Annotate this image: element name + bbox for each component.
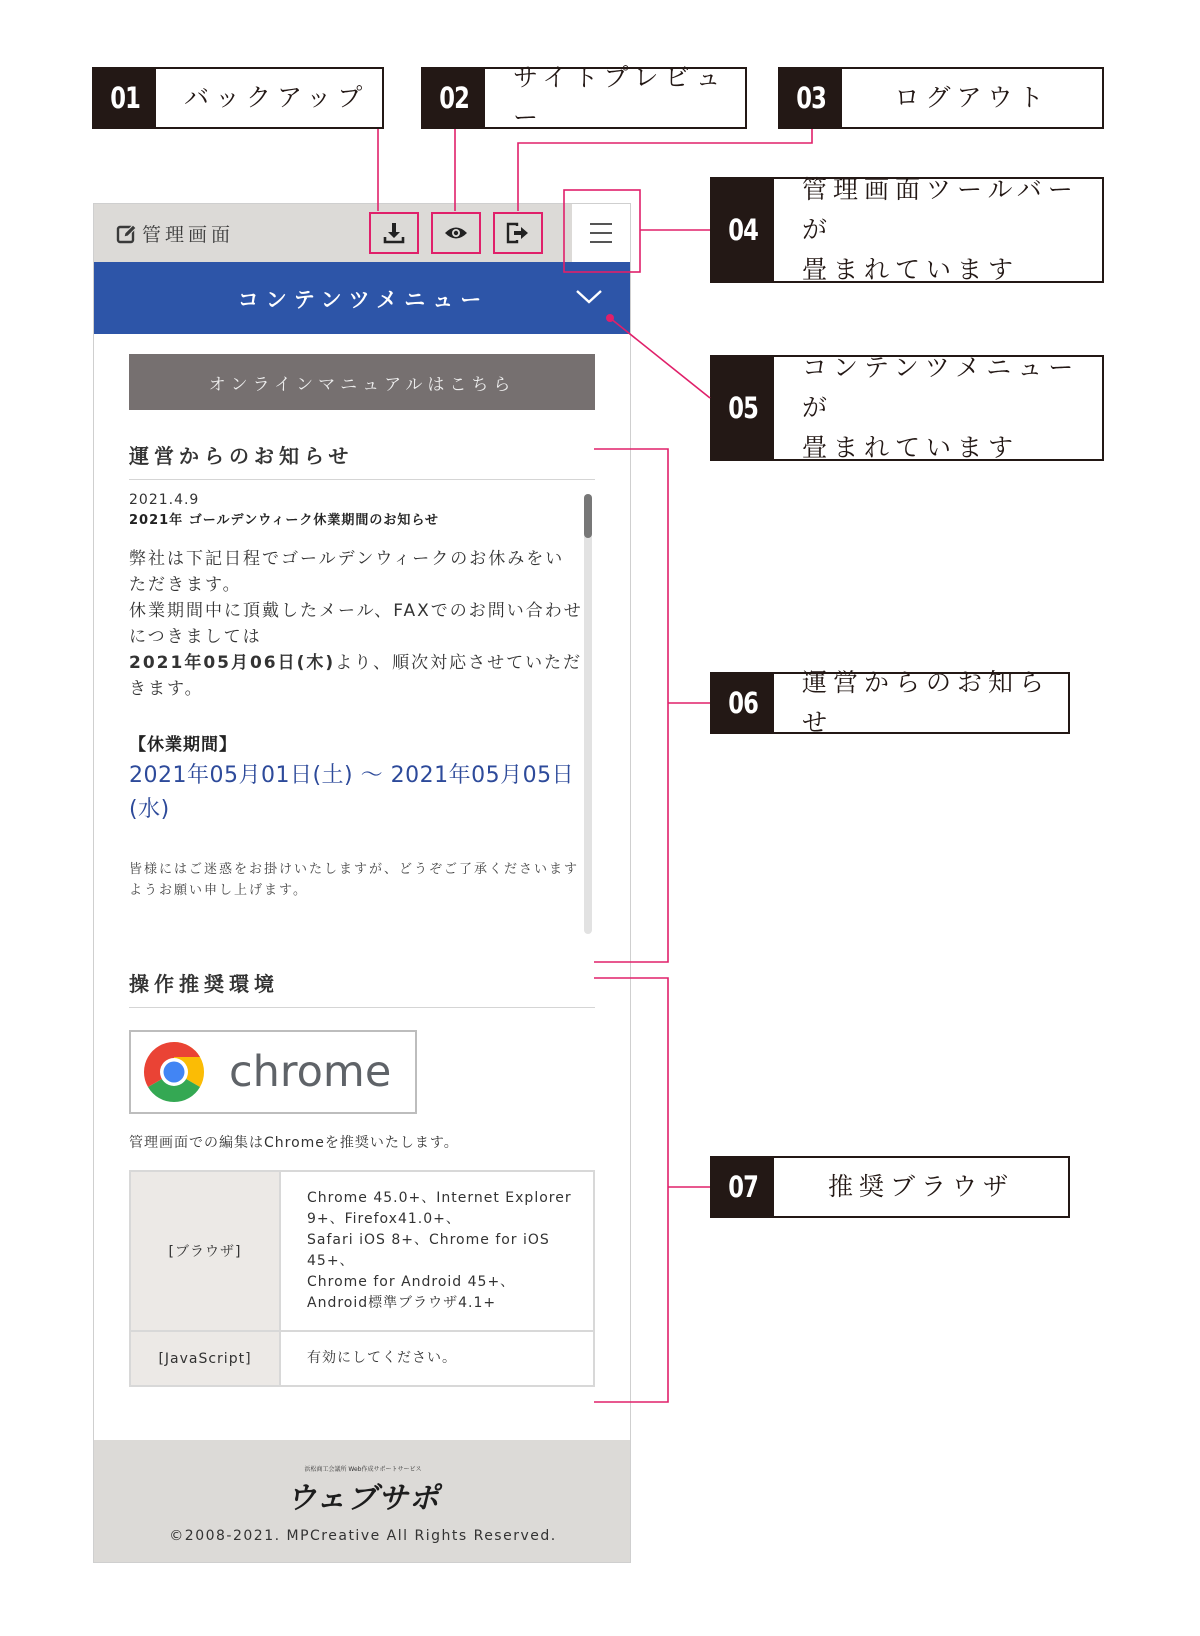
env-line: 9+、Firefox41.0+、 [307, 1211, 461, 1227]
news-body [129, 546, 583, 702]
callout-line-1: 管理画面ツールバーが [802, 175, 1079, 244]
env-line: Android標準ブラウザ4.1+ [307, 1295, 497, 1311]
env-value [280, 1171, 594, 1331]
logout-button[interactable] [493, 212, 543, 254]
admin-toolbar [94, 204, 631, 262]
holiday-range: 2021年05月01日(土) 〜 2021年05月05日(水) [129, 763, 575, 822]
download-icon [382, 221, 406, 245]
callout-number: 02 [423, 69, 485, 127]
env-line: Chrome for Android 45+、 [307, 1274, 516, 1290]
admin-title[interactable] [116, 220, 234, 247]
logout-icon [506, 222, 530, 244]
chrome-note: 管理画面での編集はChromeを推奨いたします。 [129, 1135, 459, 1151]
callout-number: 05 [712, 357, 774, 459]
chrome-icon [141, 1039, 207, 1105]
admin-title-label: 管理画面 [142, 224, 235, 246]
chrome-logo [129, 1030, 417, 1114]
hamburger-icon [590, 223, 612, 225]
footer-logo-small: 浜松商工会議所 Web作成サポートサービス [304, 1466, 422, 1473]
news-footnote: 皆様にはご迷惑をお掛けいたしますが、どうぞご了承くださいますようお願い申し上げます。 [129, 862, 580, 898]
callout-label: バックアップ [184, 83, 369, 112]
env-line: Chrome 45.0+、Internet Explorer [307, 1190, 572, 1206]
callout-label: 運営からのお知らせ [802, 668, 1051, 737]
site-preview-button[interactable] [431, 212, 481, 254]
env-heading: 操作推奨環境 [129, 968, 595, 1008]
footer [94, 1440, 631, 1563]
copyright: ©2008-2021. MPCreative All Rights Reserved. [169, 1528, 557, 1544]
news-date: 2021.4.9 [129, 492, 200, 508]
callout-05-content-menu-collapsed [710, 355, 1104, 461]
env-line: 45+、 [307, 1253, 355, 1269]
callout-01-backup [92, 67, 384, 129]
holiday-label: 【休業期間】 [129, 735, 237, 755]
news-body-date: 2021年05月06日(木) [129, 653, 336, 673]
callout-label: ログアウト [894, 83, 1050, 112]
callout-line-1: コンテンツメニューが [802, 353, 1080, 422]
env-line: Safari iOS 8+、Chrome for iOS [307, 1232, 550, 1248]
callout-07-recommended-browser [710, 1156, 1070, 1218]
table-row [130, 1331, 594, 1386]
env-table [129, 1170, 595, 1387]
callout-label: サイトプレビュー [513, 63, 727, 132]
callout-number: 04 [712, 179, 774, 281]
mobile-admin-screen [93, 203, 631, 1563]
edit-icon [116, 223, 138, 245]
callout-number: 07 [712, 1158, 774, 1216]
news-heading: 運営からのお知らせ [129, 440, 595, 480]
callout-label [774, 353, 1102, 462]
news-body-1: 弊社は下記日程でゴールデンウィークのお休みをいただきます。 [129, 549, 565, 595]
backup-button[interactable] [369, 212, 419, 254]
env-line: 有効にしてください。 [307, 1350, 457, 1366]
callout-line-2: 畳まれています [802, 255, 1020, 284]
callout-06-news [710, 668, 1070, 737]
news-scrollbar[interactable] [584, 494, 592, 934]
callout-number: 03 [780, 69, 842, 127]
callout-02-site-preview [421, 63, 747, 132]
chevron-down-icon [574, 284, 604, 308]
news-body-2: 休業期間中に頂戴したメール、FAXでのお問い合わせにつきましては [129, 601, 583, 647]
env-key: [ブラウザ] [130, 1171, 280, 1331]
online-manual-button[interactable]: オンラインマニュアルはこちら [129, 354, 595, 410]
content-menu-toggle[interactable] [94, 262, 631, 334]
eye-icon [444, 225, 468, 241]
callout-line-2: 畳まれています [802, 433, 1020, 462]
callout-03-logout [778, 67, 1104, 129]
news-title: 2021年 ゴールデンウィーク休業期間のお知らせ [129, 513, 440, 528]
callout-number: 01 [94, 69, 156, 127]
news-panel[interactable] [129, 492, 595, 932]
news-body-3: より、順次対応させていただきます。 [129, 653, 583, 699]
env-value [280, 1331, 594, 1386]
env-key: [JavaScript] [130, 1331, 280, 1386]
hamburger-menu-button[interactable] [572, 204, 630, 262]
callout-number: 06 [712, 674, 774, 732]
callout-label: 推奨ブラウザ [827, 1172, 1014, 1201]
callout-label [774, 175, 1102, 284]
news-scrollbar-thumb[interactable] [584, 494, 592, 538]
table-row [130, 1171, 594, 1331]
chrome-logo-text: chrome [229, 1047, 392, 1097]
footer-logo-main: ウェブサポ [286, 1481, 440, 1516]
content-menu-label: コンテンツメニュー [237, 288, 489, 312]
footer-logo [94, 1464, 631, 1517]
callout-04-toolbar-collapsed [710, 177, 1104, 283]
